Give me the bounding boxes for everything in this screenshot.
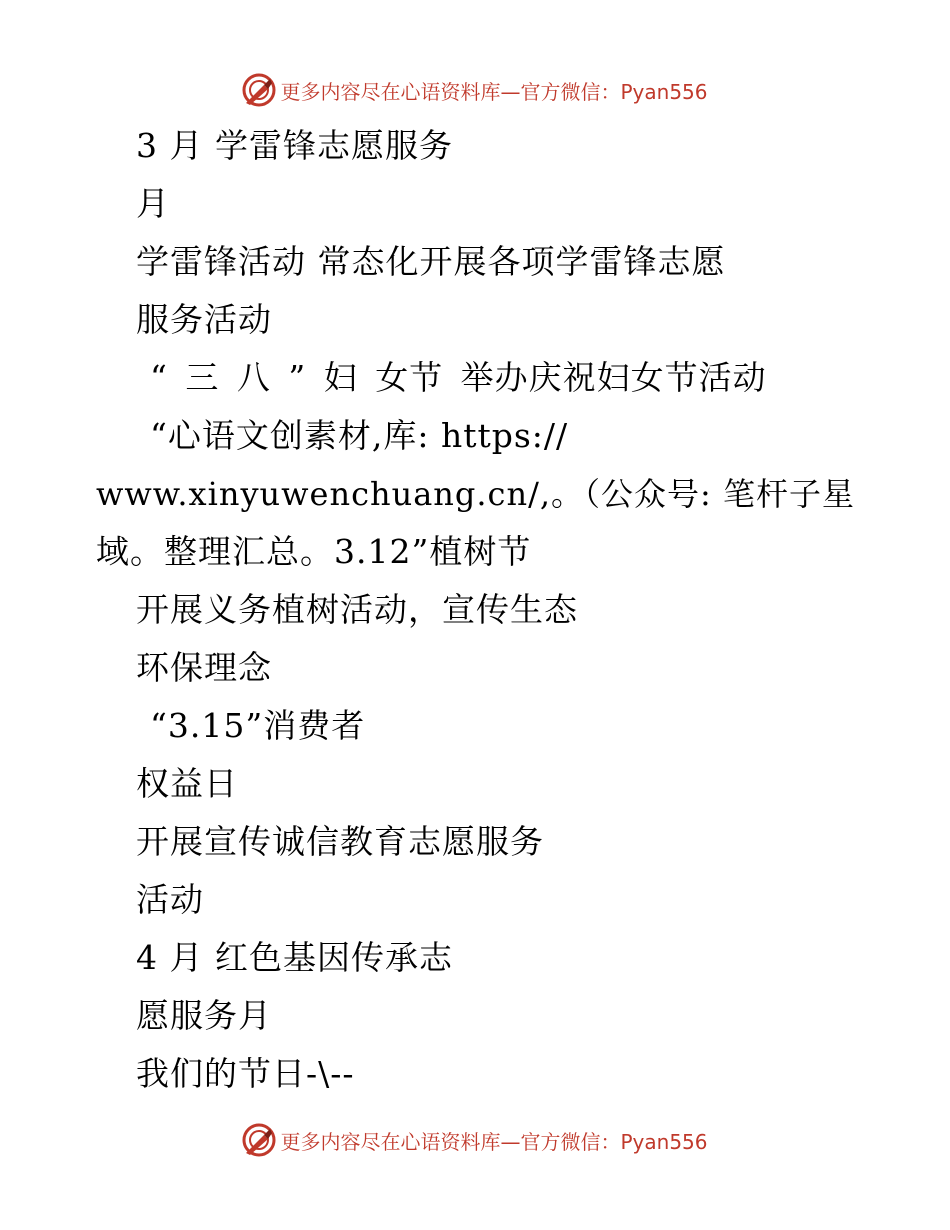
banner-wechat-id: Pyan556 bbox=[620, 1129, 708, 1154]
pen-logo-icon bbox=[242, 1123, 276, 1157]
text-line: 4 月 红色基因传承志 bbox=[136, 938, 453, 977]
pen-logo-icon bbox=[242, 73, 276, 107]
text-line: 域。整理汇总。3.12”植树节 bbox=[96, 532, 532, 571]
banner-text: 更多内容尽在心语资料库—官方微信： bbox=[280, 1129, 621, 1154]
footer-watermark-banner bbox=[0, 1118, 950, 1162]
text-line: 活动 bbox=[136, 880, 204, 919]
text-line: 愿服务月 bbox=[136, 996, 272, 1035]
text-line: 3 月 学雷锋志愿服务 bbox=[136, 126, 453, 165]
text-line: 月 bbox=[136, 184, 170, 223]
text-line: 服务活动 bbox=[136, 300, 272, 339]
header-watermark-banner bbox=[0, 68, 950, 112]
text-line: 我们的节日-\-- bbox=[136, 1054, 355, 1093]
text-line: “3.15”消费者 bbox=[150, 706, 366, 745]
text-line: 开展宣传诚信教育志愿服务 bbox=[136, 822, 544, 861]
text-line: “ 三 八 ” 妇 女节 举办庆祝妇女节活动 bbox=[150, 358, 767, 397]
text-line: www.xinyuwenchuang.cn/,。（公众号: 笔杆子星 bbox=[96, 475, 855, 513]
text-line: 开展义务植树活动，宣传生态 bbox=[136, 590, 578, 629]
banner-wechat-id: Pyan556 bbox=[620, 79, 708, 104]
text-line: 环保理念 bbox=[136, 648, 272, 687]
banner-text: 更多内容尽在心语资料库—官方微信： bbox=[280, 79, 621, 104]
text-line: 权益日 bbox=[136, 764, 238, 803]
text-line: 学雷锋活动 常态化开展各项学雷锋志愿 bbox=[136, 242, 726, 281]
text-line: “心语文创素材,库: https:// bbox=[150, 416, 569, 455]
